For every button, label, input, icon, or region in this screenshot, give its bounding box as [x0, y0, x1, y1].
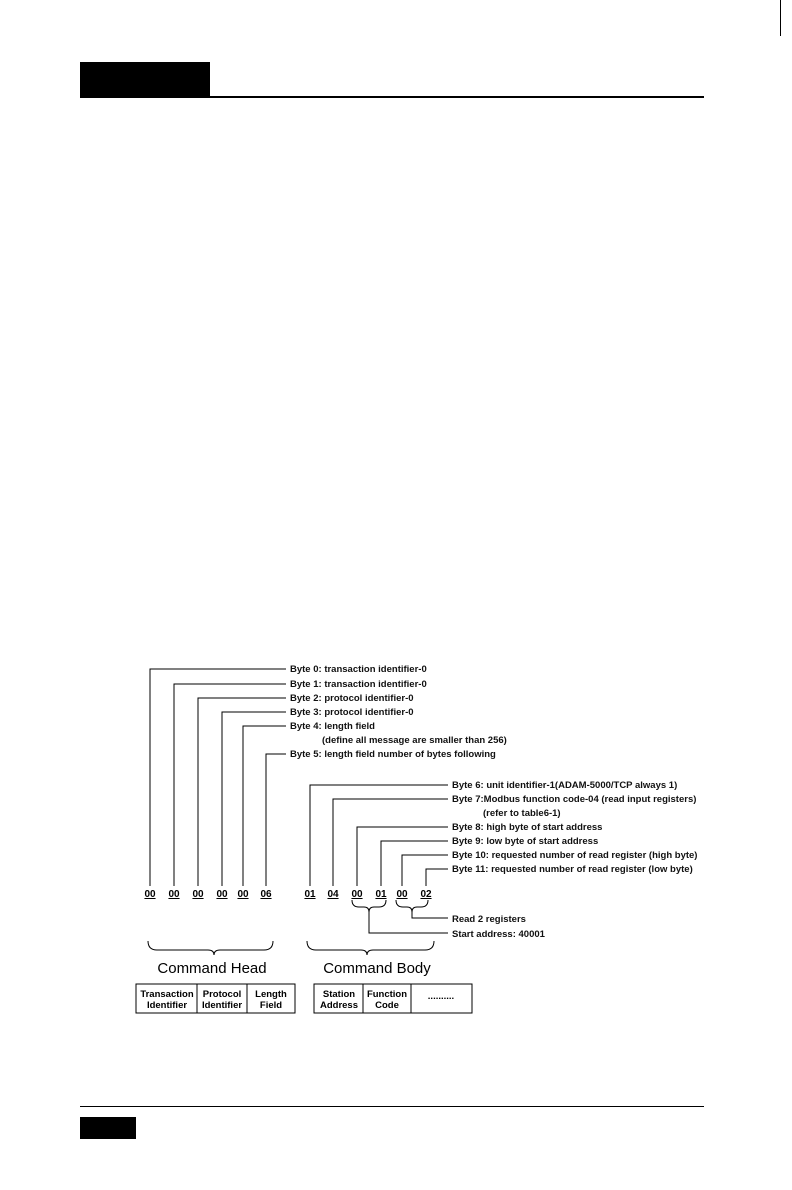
byte-value-5: 06 — [260, 889, 272, 900]
annotation-byte-8: Byte 8: high byte of start address — [452, 822, 603, 833]
byte-value-6: 01 — [304, 889, 316, 900]
byte-value-11: 02 — [420, 889, 432, 900]
leader-byte-10 — [402, 855, 448, 886]
leader-read-registers — [412, 912, 448, 918]
leader-byte-11 — [426, 869, 448, 886]
body-cell-ellipsis: .......... — [427, 991, 455, 1002]
annotation-byte-2: Byte 2: protocol identifier-0 — [290, 693, 414, 704]
byte-value-2: 00 — [192, 889, 204, 900]
byte-value-3: 00 — [216, 889, 228, 900]
group-label-command-head: Command Head — [157, 960, 267, 977]
leader-byte-4 — [243, 726, 286, 886]
leader-byte-7 — [333, 799, 448, 886]
annotation-byte-9: Byte 9: low byte of start address — [452, 836, 599, 847]
body-cell-function-line1: Function — [366, 989, 408, 1000]
head-cell-length-line1: Length — [255, 989, 287, 1000]
group-label-command-body: Command Body — [323, 960, 431, 977]
byte-value-1: 00 — [168, 889, 180, 900]
head-cell-transaction-line1: Transaction — [140, 989, 194, 1000]
body-cell-station-line1: Station — [322, 989, 356, 1000]
body-cell-function-line2: Code — [375, 1000, 399, 1011]
annotation-byte-1: Byte 1: transaction identifier-0 — [290, 679, 427, 690]
brace-command-head — [148, 941, 273, 955]
head-cell-length-line2: Field — [259, 1000, 283, 1011]
brace-read-count — [396, 900, 428, 912]
annotation-byte-6: Byte 6: unit identifier-1(ADAM-5000/TCP always 1) — [452, 780, 678, 791]
annotation-byte-4: Byte 4: length field — [290, 721, 375, 732]
brace-command-body — [307, 941, 434, 955]
head-cell-protocol-line2: Identifier — [201, 1000, 243, 1011]
annotation-byte-7: Byte 7:Modbus function code-04 (read input registers) — [452, 794, 697, 805]
annotation-byte-7-note: (refer to table6-1) — [483, 808, 561, 819]
annotation-read-registers: Read 2 registers — [452, 914, 526, 925]
byte-value-7: 04 — [327, 889, 339, 900]
leader-byte-6 — [310, 785, 448, 886]
annotation-byte-3: Byte 3: protocol identifier-0 — [290, 707, 414, 718]
head-cell-transaction-line2: Identifier — [146, 1000, 188, 1011]
head-cell-protocol-line1: Protocol — [202, 989, 242, 1000]
leader-start-address — [369, 912, 448, 933]
byte-value-4: 00 — [237, 889, 249, 900]
annotation-byte-10: Byte 10: requested number of read register (high byte) — [452, 850, 698, 861]
annotation-byte-0: Byte 0: transaction identifier-0 — [290, 664, 427, 675]
annotation-byte-4-note: (define all message are smaller than 256) — [322, 735, 507, 746]
byte-value-10: 00 — [396, 889, 408, 900]
byte-value-9: 01 — [375, 889, 387, 900]
brace-start-address — [352, 900, 386, 912]
annotation-start-address: Start address: 40001 — [452, 929, 545, 940]
leader-byte-3 — [222, 712, 286, 886]
leader-byte-5 — [266, 754, 286, 886]
annotation-byte-5: Byte 5: length field number of bytes following — [290, 749, 496, 760]
leader-byte-1 — [174, 684, 286, 886]
byte-value-8: 00 — [351, 889, 363, 900]
byte-value-0: 00 — [144, 889, 156, 900]
annotation-byte-11: Byte 11: requested number of read register (low byte) — [452, 864, 693, 875]
body-cell-station-line2: Address — [319, 1000, 359, 1011]
leader-byte-9 — [381, 841, 448, 886]
